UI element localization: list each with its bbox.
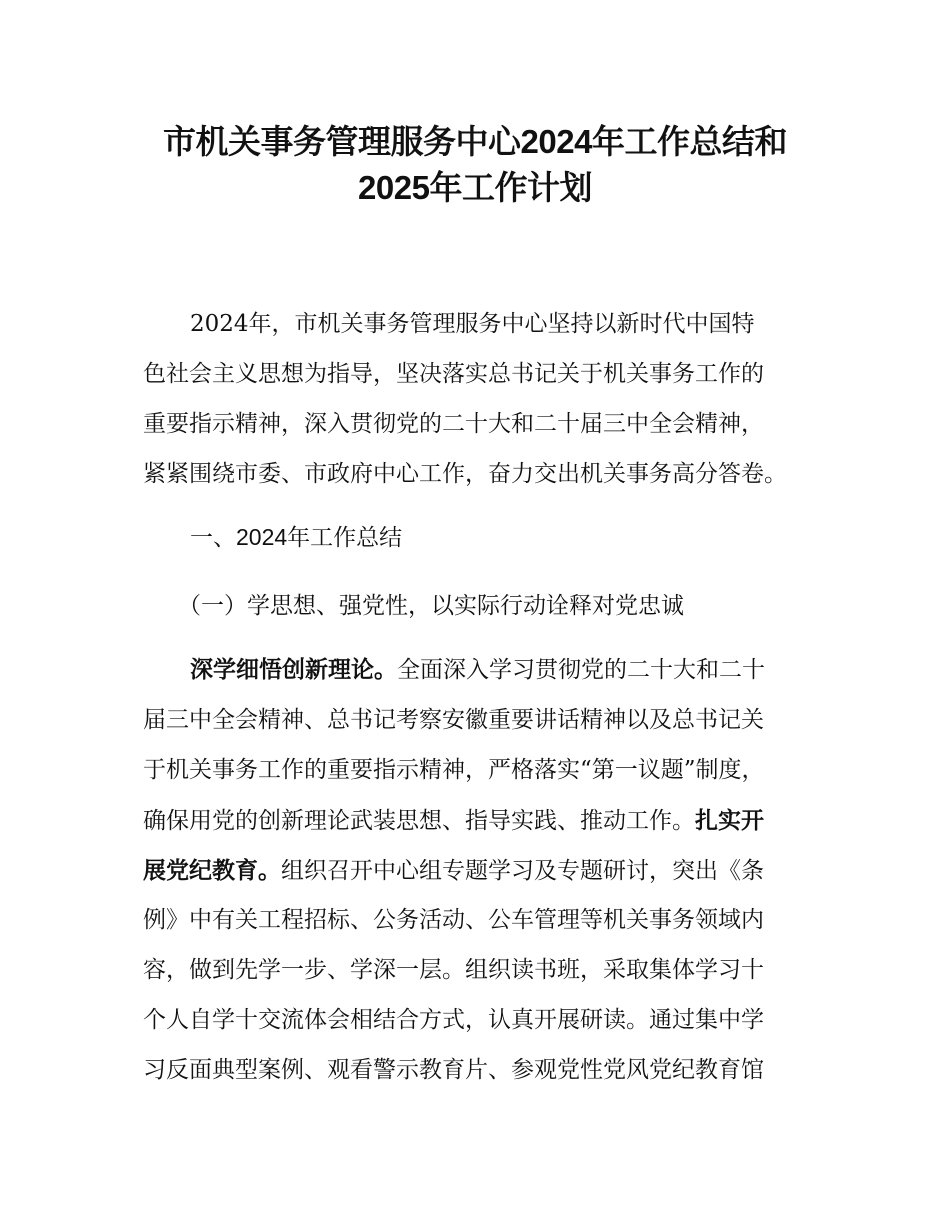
paragraph-line-1-text: 全面深入学习贯彻党的二十大和二十 [397,657,765,683]
paragraph-line-8: 个人自学十交流体会相结合方式，认真开展研读。通过集中学 [143,1007,764,1033]
intro-line-1: 2024年，市机关事务管理服务中心坚持以新时代中国特 [190,311,755,337]
paragraph-line-2: 届三中全会精神、总书记考察安徽重要讲话精神以及总书记关 [143,707,764,733]
paragraph-line-4-text: 确保用党的创新理论武装思想、指导实践、推动工作。 [143,808,695,834]
intro-line-4: 紧紧围绕市委、市政府中心工作，奋力交出机关事务高分答卷。 [143,461,787,487]
paragraph-line-7: 容，做到先学一步、学深一层。组织读书班，采取集体学习十 [143,957,764,983]
paragraph-line-9: 习反面典型案例、观看警示教育片、参观党性党风党纪教育馆 [143,1057,764,1083]
document-title-line-1: 市机关事务管理服务中心2024年工作总结和 [163,123,787,160]
paragraph-line-3: 于机关事务工作的重要指示精神，严格落实“第一议题”制度， [143,757,765,783]
subsection-heading: （一）学思想、强党性，以实际行动诠释对党忠诚 [178,592,684,618]
document-title-line-2: 2025年工作计划 [358,169,592,206]
lead-phrase-2-part-1: 扎实开 [695,807,764,833]
intro-line-2: 色社会主义思想为指导，坚决落实总书记关于机关事务工作的 [143,361,764,387]
lead-phrase-2-part-2: 展党纪教育。 [143,857,281,883]
paragraph-line-4 [143,803,823,838]
intro-line-3: 重要指示精神，深入贯彻党的二十大和二十届三中全会精神， [143,411,764,437]
paragraph-line-5-text: 组织召开中心组专题学习及专题研讨，突出《条 [281,858,764,884]
section-heading: 一、2024年工作总结 [190,524,403,550]
lead-phrase-1: 深学细悟创新理论。 [190,656,397,682]
paragraph-line-6: 例》中有关工程招标、公务活动、公车管理等机关事务领域内 [143,907,764,933]
paragraph-line-5 [143,853,823,888]
paragraph-line-1 [190,652,870,687]
